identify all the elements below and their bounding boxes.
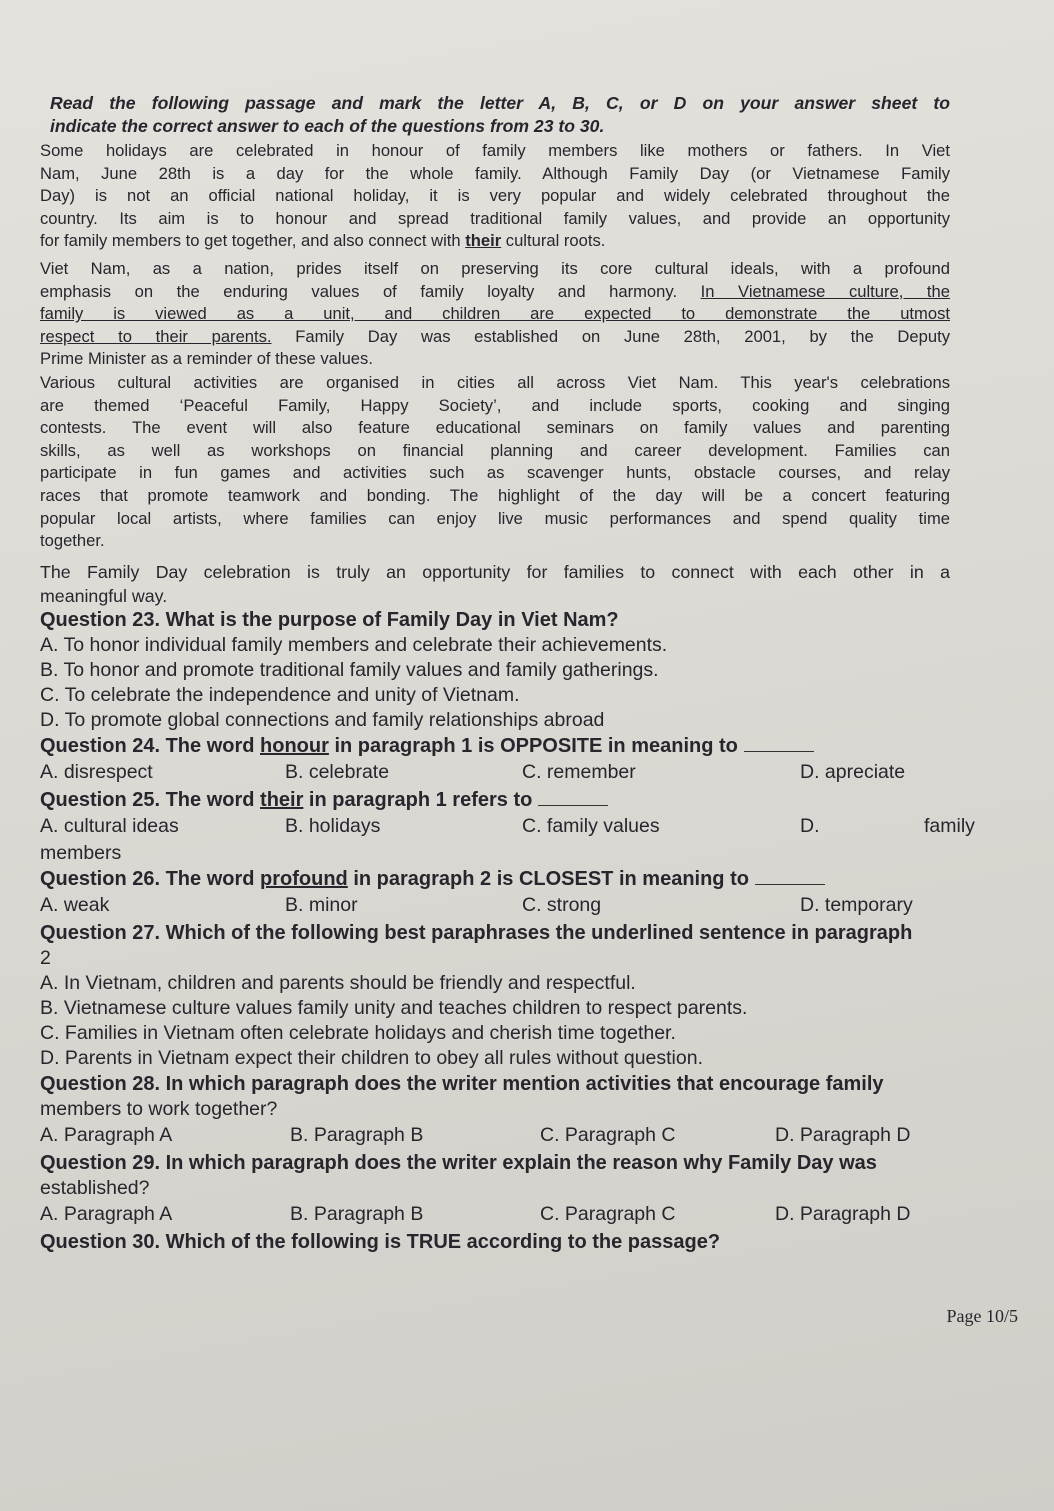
paragraph-2 (40, 258, 950, 371)
answer-option[interactable]: C. Families in Vietnam often celebrate holidays and cherish time together. (40, 1022, 676, 1044)
passage-line: Various cultural activities are organised in cities all across Viet Nam. This year's celebrations (40, 373, 950, 392)
answer-option[interactable]: B. Paragraph B (290, 1203, 424, 1225)
passage-line: races that promote teamwork and bonding. The highlight of the day will be a concert featuring (40, 485, 950, 505)
questions (40, 607, 1000, 1255)
passage-line: Viet Nam, as a nation, prides itself on preserving its core cultural ideals, with a profound (40, 259, 950, 278)
question-28-stem: Question 28. In which paragraph does the writer mention activities that encourage family (40, 1073, 884, 1095)
answer-option[interactable]: A. Paragraph A (40, 1203, 173, 1225)
question-27-stem-cont: 2 (40, 947, 51, 969)
answer-option[interactable]: A. weak (40, 894, 110, 916)
question-29-stem: Question 29. In which paragraph does the writer explain the reason why Family Day was (40, 1152, 877, 1174)
passage-line: country. Its aim is to honour and spread traditional family values, and provide an opportunity (40, 208, 950, 228)
text: cultural roots. (501, 231, 606, 251)
question-29-stem-cont: established? (40, 1177, 150, 1199)
answer-option[interactable]: C. family values (522, 815, 660, 837)
instructions (50, 92, 950, 138)
answer-option[interactable]: C. remember (522, 761, 636, 783)
option-continuation: members (40, 842, 122, 864)
passage-line: skills, as well as workshops on financial planning and career development. Families can (40, 440, 950, 460)
answer-option[interactable]: D. Paragraph D (775, 1124, 911, 1146)
question-24-stem (40, 733, 1000, 759)
page-number: Page 10/5 (946, 1306, 1018, 1326)
options-row (40, 892, 1000, 920)
instruction-line: Read the following passage and mark the letter A, B, C, or D on your answer sheet to (50, 93, 950, 113)
answer-option[interactable]: D. (800, 815, 820, 837)
answer-blank (538, 805, 608, 806)
text: in paragraph 1 is OPPOSITE in meaning to (328, 735, 738, 757)
options-row (40, 813, 1000, 841)
option-text: family (924, 815, 975, 837)
passage-line: The Family Day celebration is truly an opportunity for families to connect with each other in a (40, 562, 950, 582)
text: Question 25. The word (40, 789, 261, 811)
options-row (40, 759, 1000, 787)
passage-line (40, 230, 950, 253)
passage-line: are themed ‘Peaceful Family, Happy Society’, and include sports, cooking and singing (40, 395, 950, 415)
answer-option[interactable]: C. To celebrate the independence and unity of Vietnam. (40, 684, 520, 706)
passage-line: together. (40, 531, 105, 551)
answer-blank (744, 751, 814, 752)
text: emphasis on the enduring values of family loyalty and harmony. (40, 281, 701, 301)
passage-line: Prime Minister as a reminder of these values. (40, 349, 373, 369)
answer-option[interactable]: C. strong (522, 894, 602, 916)
text: for family members to get together, and also connect with (40, 231, 466, 251)
answer-option[interactable]: D. To promote global connections and family relationships abroad (40, 709, 605, 731)
paragraph-1 (40, 140, 950, 253)
question-25-stem (40, 787, 1000, 813)
underlined-sentence: respect to their parents. (40, 326, 272, 346)
answer-option[interactable]: C. Paragraph C (540, 1203, 676, 1225)
answer-option[interactable]: D. Parents in Vietnam expect their children to obey all rules without question. (40, 1047, 703, 1069)
underlined-word: their (260, 789, 304, 811)
underlined-sentence: family is viewed as a unit, and children are expected to demonstrate the utmost (40, 304, 950, 324)
answer-blank (755, 884, 825, 885)
answer-option[interactable]: B. minor (285, 894, 358, 916)
passage-line (40, 326, 950, 349)
answer-option[interactable]: B. holidays (285, 815, 381, 837)
underlined-sentence: In Vietnamese culture, the (700, 281, 951, 301)
passage-line: meaningful way. (40, 586, 168, 606)
options-row (40, 1201, 1000, 1229)
answer-option[interactable]: A. In Vietnam, children and parents should be friendly and respectful. (40, 972, 636, 994)
answer-option[interactable]: B. Paragraph B (290, 1124, 424, 1146)
question-28-stem-cont: members to work together? (40, 1098, 278, 1120)
answer-option[interactable]: D. apreciate (800, 761, 906, 783)
answer-option[interactable]: B. Vietnamese culture values family unity and teaches children to respect parents. (40, 997, 748, 1019)
question-26-stem (40, 866, 1000, 892)
paragraph-3 (40, 372, 950, 553)
text: Question 24. The word (40, 735, 261, 757)
paragraph-4 (40, 560, 950, 608)
answer-option[interactable]: C. Paragraph C (540, 1124, 676, 1146)
passage-line: Day) is not an official national holiday, it is very popular and widely celebrated throughout the (40, 186, 950, 206)
answer-option[interactable]: B. To honor and promote traditional family values and family gatherings. (40, 659, 659, 681)
instruction-line: indicate the correct answer to each of the questions from 23 to 30. (50, 116, 605, 136)
answer-option[interactable]: A. Paragraph A (40, 1124, 173, 1146)
question-30-stem: Question 30. Which of the following is TRUE according to the passage? (40, 1231, 721, 1253)
passage-line (40, 281, 950, 304)
question-27-stem: Question 27. Which of the following best paraphrases the underlined sentence in paragraph (40, 922, 913, 944)
passage-line: contests. The event will also feature educational seminars on family values and parenting (40, 418, 950, 438)
underlined-word: profound (260, 868, 348, 890)
question-23-stem: Question 23. What is the purpose of Family Day in Viet Nam? (40, 609, 619, 631)
passage-line: popular local artists, where families can enjoy live music performances and spend quality time (40, 508, 950, 528)
answer-option[interactable]: D. temporary (800, 894, 913, 916)
answer-option[interactable]: D. Paragraph D (775, 1203, 911, 1225)
answer-option[interactable]: A. cultural ideas (40, 815, 179, 837)
text: Family Day was established on June 28th, 2001, by the Deputy (271, 326, 950, 346)
passage-line: Nam, June 28th is a day for the whole family. Although Family Day (or Vietnamese Family (40, 163, 950, 183)
answer-option[interactable]: A. disrespect (40, 761, 153, 783)
underlined-word-their: their (465, 231, 502, 251)
passage-line: Some holidays are celebrated in honour of family members like mothers or fathers. In Viet (40, 141, 950, 160)
text: Question 26. The word (40, 868, 261, 890)
answer-option[interactable]: B. celebrate (285, 761, 390, 783)
options-row (40, 1122, 1000, 1150)
answer-option[interactable]: A. To honor individual family members and celebrate their achievements. (40, 634, 668, 656)
underlined-word: honour (260, 735, 329, 757)
passage-line: participate in fun games and activities such as scavenger hunts, obstacle courses, and relay (40, 463, 950, 483)
text: in paragraph 2 is CLOSEST in meaning to (347, 868, 749, 890)
text: in paragraph 1 refers to (303, 789, 533, 811)
